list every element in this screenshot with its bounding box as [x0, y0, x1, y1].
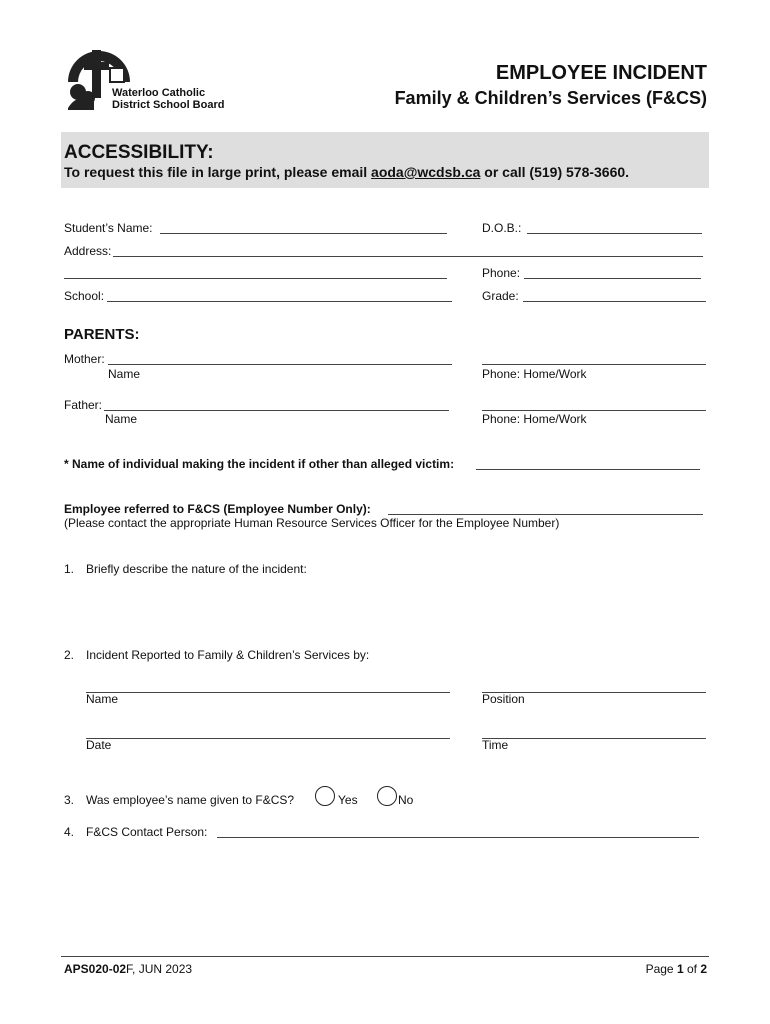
report-time-caption: Time	[482, 738, 509, 752]
employee-number-field[interactable]	[388, 502, 703, 515]
phone-field[interactable]	[524, 266, 701, 279]
report-time-field[interactable]	[482, 726, 706, 739]
address-label: Address:	[64, 244, 112, 258]
form-subtitle: Family & Children’s Services (F&CS)	[394, 88, 707, 108]
page-of: of	[683, 962, 701, 976]
mother-phone-caption: Phone: Home/Work	[482, 367, 587, 381]
report-date-caption: Date	[86, 738, 112, 752]
q2-number: 2.	[64, 648, 75, 662]
page-total: 2	[700, 962, 707, 976]
father-label: Father:	[64, 398, 103, 412]
no-radio[interactable]	[377, 786, 397, 806]
q3-text: Was employee’s name given to F&CS?	[86, 793, 295, 807]
student-name-field[interactable]	[160, 221, 447, 234]
q1-text: Briefly describe the nature of the incident:	[86, 562, 307, 576]
accessibility-email-link[interactable]: aoda@wcdsb.ca	[371, 164, 481, 180]
form-code	[64, 962, 192, 976]
father-name-caption: Name	[105, 412, 138, 426]
mother-name-field[interactable]	[108, 352, 452, 365]
org-name-line1: Waterloo Catholic	[112, 87, 206, 99]
employee-number-note: (Please contact the appropriate Human Resource Services Officer for the Employee Number)	[64, 516, 560, 530]
reporter-name-field[interactable]	[86, 680, 450, 693]
mother-name-caption: Name	[108, 367, 141, 381]
employee-number-label: Employee referred to F&CS (Employee Number Only):	[64, 502, 371, 516]
accessibility-text	[64, 164, 629, 180]
individual-field[interactable]	[476, 457, 700, 470]
student-name-label: Student’s Name:	[64, 221, 153, 235]
school-field[interactable]	[107, 289, 452, 302]
q4-number: 4.	[64, 825, 75, 839]
fcs-contact-field[interactable]	[217, 825, 699, 838]
yes-label: Yes	[338, 793, 358, 807]
page-number	[646, 962, 707, 976]
accessibility-text-before: To request this file in large print, please email	[64, 164, 372, 180]
reporter-position-caption: Position	[482, 692, 525, 706]
dob-label: D.O.B.:	[482, 221, 522, 235]
father-phone-field[interactable]	[482, 398, 706, 411]
accessibility-text-after: or call (519) 578-3660.	[480, 164, 630, 180]
no-label: No	[398, 793, 414, 807]
address-field-line2[interactable]	[64, 266, 447, 279]
mother-phone-field[interactable]	[482, 352, 706, 365]
q1-number: 1.	[64, 562, 75, 576]
yes-radio[interactable]	[315, 786, 335, 806]
dob-field[interactable]	[527, 221, 702, 234]
address-field[interactable]	[113, 244, 703, 257]
q1-answer-area[interactable]	[86, 580, 706, 640]
form-code-bold: APS020-02	[64, 962, 127, 976]
report-date-field[interactable]	[86, 726, 450, 739]
footer-divider	[61, 956, 709, 957]
parents-heading: PARENTS:	[64, 326, 140, 343]
q4-text: F&CS Contact Person:	[86, 825, 208, 839]
grade-label: Grade:	[482, 289, 519, 303]
org-name-line2: District School Board	[112, 99, 225, 111]
q3-number: 3.	[64, 793, 75, 807]
school-label: School:	[64, 289, 105, 303]
individual-label: * Name of individual making the incident if other than alleged victim:	[64, 457, 455, 471]
page-current: 1	[676, 962, 684, 976]
mother-label: Mother:	[64, 352, 105, 366]
father-phone-caption: Phone: Home/Work	[482, 412, 587, 426]
phone-label: Phone:	[482, 266, 521, 280]
form-code-rest: F, JUN 2023	[126, 962, 193, 976]
form-title: EMPLOYEE INCIDENT	[495, 62, 707, 84]
grade-field[interactable]	[523, 289, 706, 302]
reporter-name-caption: Name	[86, 692, 119, 706]
father-name-field[interactable]	[104, 398, 449, 411]
q2-text: Incident Reported to Family & Children’s Services by:	[86, 648, 370, 662]
accessibility-heading: ACCESSIBILITY:	[64, 142, 214, 163]
page-prefix: Page	[645, 962, 677, 976]
